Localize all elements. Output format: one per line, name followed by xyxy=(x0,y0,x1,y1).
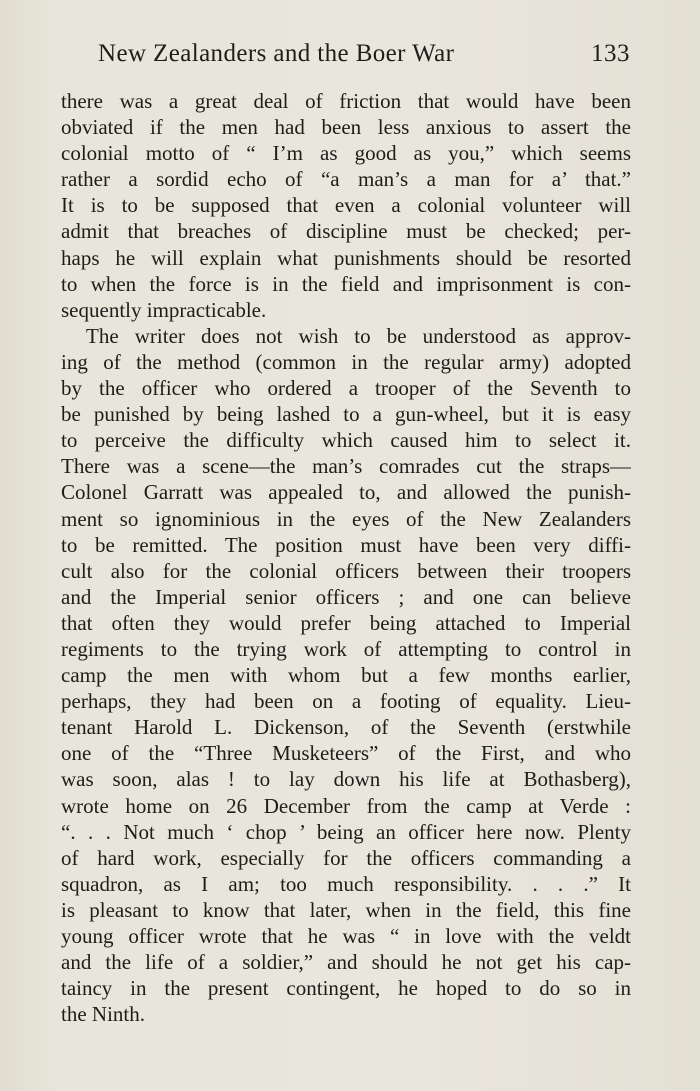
page-number: 133 xyxy=(591,40,630,67)
text-line: and the Imperial senior officers ; and one can believe xyxy=(61,584,631,609)
running-title: New Zealanders and the Boer War xyxy=(98,40,455,67)
text-line: obviated if the men had been less anxious to assert the xyxy=(61,115,631,140)
text-line: It is to be supposed that even a colonial volunteer will xyxy=(61,193,631,218)
text-line: haps he will explain what punishments should be resorted xyxy=(61,245,631,270)
text-line: young officer wrote that he was “ in love with the veldt xyxy=(61,924,631,948)
text-line: The writer does not wish to be understood as approv- xyxy=(86,323,631,348)
text-line: is pleasant to know that later, when in the field, this fine xyxy=(61,897,631,922)
text-line: to be remitted. The position must have been very diffi- xyxy=(61,532,631,557)
text-line: there was a great deal of friction that would have been xyxy=(61,89,631,113)
body-text xyxy=(61,88,631,1027)
text-line: colonial motto of “ I’m as good as you,” which seems xyxy=(61,141,631,166)
text-line: ing of the method (common in the regular army) adopted xyxy=(61,349,631,374)
text-line: rather a sordid echo of “a man’s a man for a’ that.” xyxy=(61,167,631,192)
text-line: squadron, as I am; too much responsibility. . . .” It xyxy=(61,871,631,896)
text-line: sequently impracticable. xyxy=(61,297,267,322)
text-line: perhaps, they had been on a footing of equality. Lieu- xyxy=(61,689,631,714)
text-line: Colonel Garratt was appealed to, and allowed the punish- xyxy=(61,480,631,505)
text-line: to when the force is in the field and imprisonment is con- xyxy=(61,271,631,296)
text-line: one of the “Three Musketeers” of the First, and who xyxy=(61,741,631,766)
text-line: wrote home on 26 December from the camp at Verde : xyxy=(61,793,631,818)
text-line: taincy in the present contingent, he hoped to do so in xyxy=(61,976,631,1001)
text-line: tenant Harold L. Dickenson, of the Seventh (erstwhile xyxy=(61,715,631,740)
page-header xyxy=(98,40,630,76)
text-line: admit that breaches of discipline must be checked; per- xyxy=(61,219,631,244)
text-line: camp the men with whom but a few months earlier, xyxy=(61,663,631,688)
text-line: be punished by being lashed to a gun-wheel, but it is easy xyxy=(61,402,631,427)
text-line: “. . . Not much ‘ chop ’ being an officer here now. Plenty xyxy=(61,819,631,844)
text-line: and the life of a soldier,” and should he not get his cap- xyxy=(61,950,631,975)
text-line: regiments to the trying work of attempting to control in xyxy=(61,636,631,661)
text-line: cult also for the colonial officers between their troopers xyxy=(61,558,631,583)
text-line: that often they would prefer being attached to Imperial xyxy=(61,610,631,635)
text-line: the Ninth. xyxy=(61,1002,145,1027)
text-line: to perceive the difficulty which caused him to select it. xyxy=(61,428,631,453)
text-line: by the officer who ordered a trooper of the Seventh to xyxy=(61,376,631,401)
text-line: was soon, alas ! to lay down his life at Bothasberg), xyxy=(61,767,631,792)
text-line: of hard work, especially for the officers commanding a xyxy=(61,845,631,870)
text-line: There was a scene—the man’s comrades cut the straps— xyxy=(61,454,631,479)
text-line: ment so ignominious in the eyes of the New Zealanders xyxy=(61,506,631,531)
